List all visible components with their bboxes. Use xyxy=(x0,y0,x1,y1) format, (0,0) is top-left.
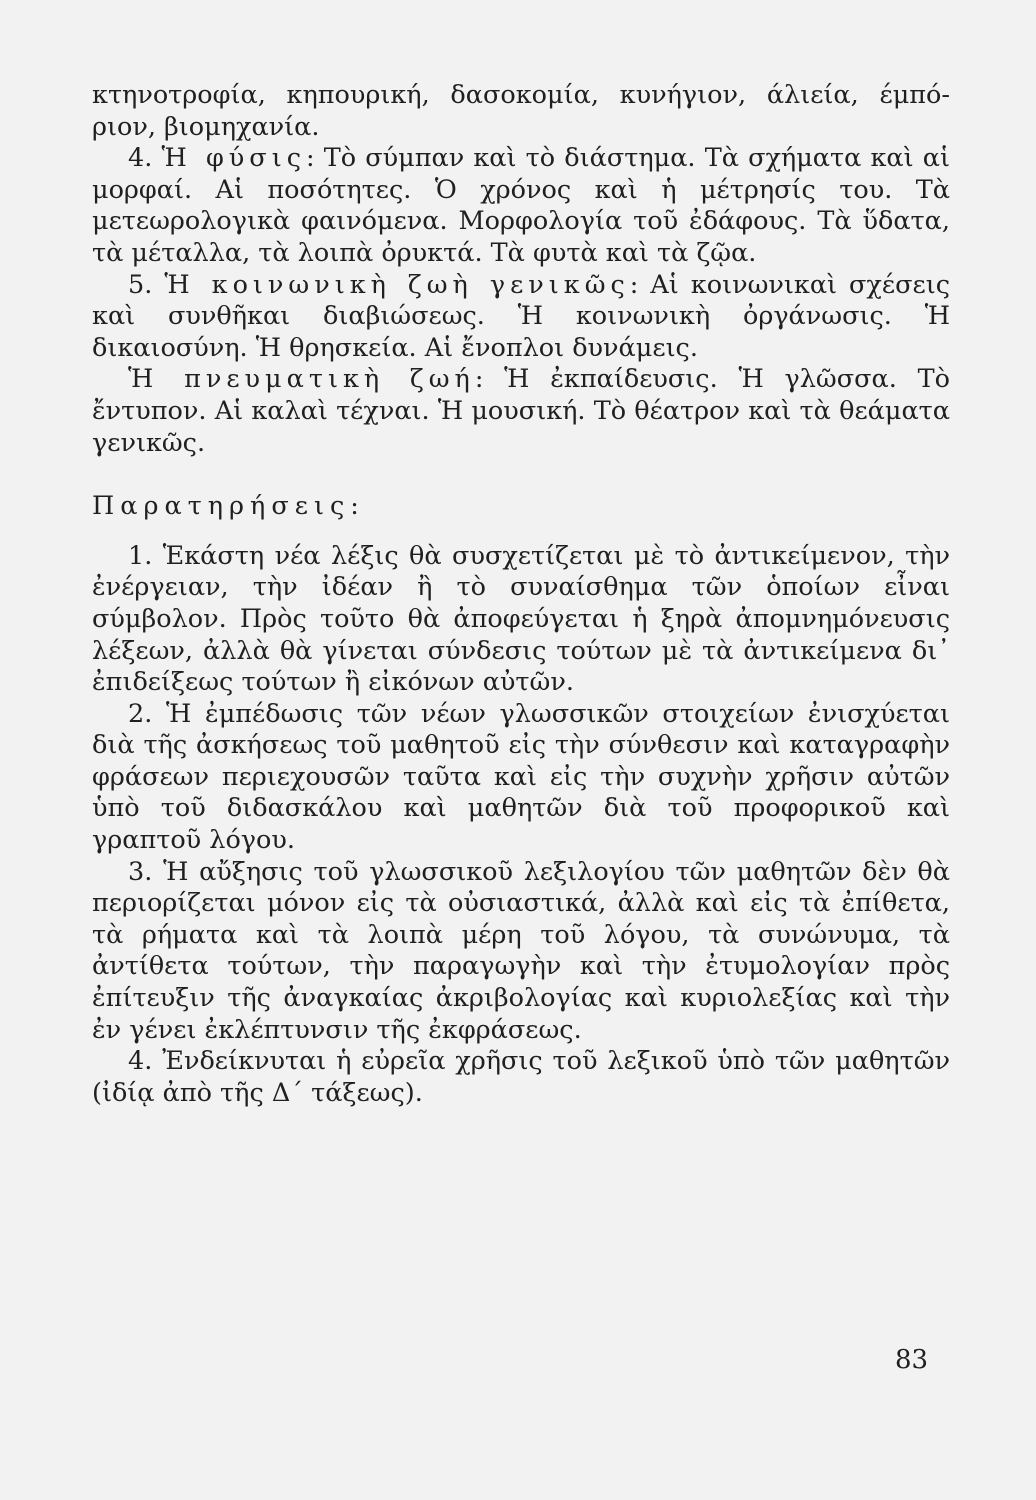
observation-item-2 xyxy=(92,699,950,857)
paragraph-5 xyxy=(92,270,950,365)
paragraph-continuation xyxy=(92,80,950,143)
observation-number: 4. xyxy=(128,1046,153,1077)
paragraph-number: 4. xyxy=(128,143,153,174)
observation-item-1 xyxy=(92,541,950,699)
paragraph-text: : Τὸ σύμπαν καὶ τὸ διάστημα. Τὰ σχήματα καὶ αἱ μορφαί. Αἱ ποσότητες. Ὁ χρόνος καὶ ἡ μέτρησίς του. Τὰ μετεωρολογικὰ φαινόμενα. Μορφολογία τοῦ ἐδάφους. Τὰ ὕδατα, τὰ μέταλλα, τὰ λοιπὰ ὀρυκτά. Τὰ φυτὰ καὶ τὰ ζῷα. xyxy=(92,143,950,268)
observation-text: Ἡ ἐμπέδωσις τῶν νέων γλωσσικῶν στοιχείων ἐνισχύεται διὰ τῆς ἀσκήσεως τοῦ μαθητοῦ εἰς τὴν σύνθεσιν καὶ καταγραφὴν φράσεων περιεχουσῶν ταῦτα καὶ εἰς τὴν συχνὴν χρῆσιν αὐτῶν ὑπὸ τοῦ διδασκάλου καὶ μαθητῶν διὰ τοῦ προφορικοῦ καὶ γραπτοῦ λόγου. xyxy=(92,698,951,856)
observation-item-3 xyxy=(92,857,950,1047)
paragraph-label: Ἡ φύσις xyxy=(161,143,306,174)
page-number: 83 xyxy=(895,1345,929,1375)
observation-number: 3. xyxy=(128,856,153,887)
page-body xyxy=(92,80,950,1109)
paragraph-text: κτηνοτροφία, κηπουρική, δασοκομία, κυνήγιον, άλιεία, έμπό-ριον, βιομηχανία. xyxy=(92,80,950,142)
paragraph-4 xyxy=(92,143,950,269)
paragraph-6 xyxy=(92,364,950,459)
observation-item-4 xyxy=(92,1046,950,1109)
paragraph-text: : Αἱ κοινωνικαὶ σχέσεις καὶ συνθῆκαι διαβιώσεως. Ἡ κοινωνικὴ ὀργάνωσις. Ἡ δικαιοσύνη. Ἡ θρησκεία. Αἱ ἔνοπλοι δυνάμεις. xyxy=(92,269,950,363)
paragraph-label: Ἡ κοινωνικὴ ζωὴ γενικῶς xyxy=(164,269,630,300)
observation-text: Ἡ αὔξησις τοῦ γλωσσικοῦ λεξιλογίου τῶν μαθητῶν δὲν θὰ περιορίζεται μόνον εἰς τὰ οὐσιαστικά, ἀλλὰ καὶ εἰς τὰ ἐπίθετα, τὰ ρήματα καὶ τὰ λοιπὰ μέρη τοῦ λόγου, τὰ συνώνυμα, τὰ ἀντίθετα τούτων, τὴν παραγωγὴν καὶ τὴν ἐτυμολογίαν πρὸς ἐπίτευξιν τῆς ἀναγκαίας ἀκριβολογίας καὶ κυριολεξίας καὶ τὴν ἐν γένει ἐκλέπτυνσιν τῆς ἐκφράσεως. xyxy=(92,856,951,1045)
observation-number: 1. xyxy=(128,540,153,571)
paragraph-number: 5. xyxy=(128,269,153,300)
paragraph-text: : Ἡ ἐκπαίδευσις. Ἡ γλῶσσα. Τὸ ἔντυπον. Αἱ καλαὶ τέχναι. Ἡ μουσική. Τὸ θέατρον καὶ τὰ θεάματα γενικῶς. xyxy=(92,364,950,458)
observation-number: 2. xyxy=(128,698,153,729)
observation-text: Ἐνδείκνυται ἡ εὐρεῖα χρῆσις τοῦ λεξικοῦ ὑπὸ τῶν μαθητῶν (ἰδίᾳ ἀπὸ τῆς Δ΄ τάξεως). xyxy=(92,1046,950,1108)
observation-text: Ἑκάστη νέα λέξις θὰ συσχετίζεται μὲ τὸ ἀντικείμενον, τὴν ἐνέργειαν, τὴν ἰδέαν ἢ τὸ συναίσθημα τῶν ὁποίων εἶναι σύμβολον. Πρὸς τοῦτο θὰ ἀποφεύγεται ἡ ξηρὰ ἀπομνημόνευσις λέξεων, ἀλλὰ θὰ γίνεται σύνδεσις τούτων μὲ τὰ ἀντικείμενα δι᾽ ἐπιδείξεως τούτων ἢ εἰκόνων αὐτῶν. xyxy=(92,540,950,698)
paragraph-label: Ἡ πνευματικὴ ζωή xyxy=(128,364,475,395)
observations-heading: Παρατηρήσεις: xyxy=(92,491,365,522)
